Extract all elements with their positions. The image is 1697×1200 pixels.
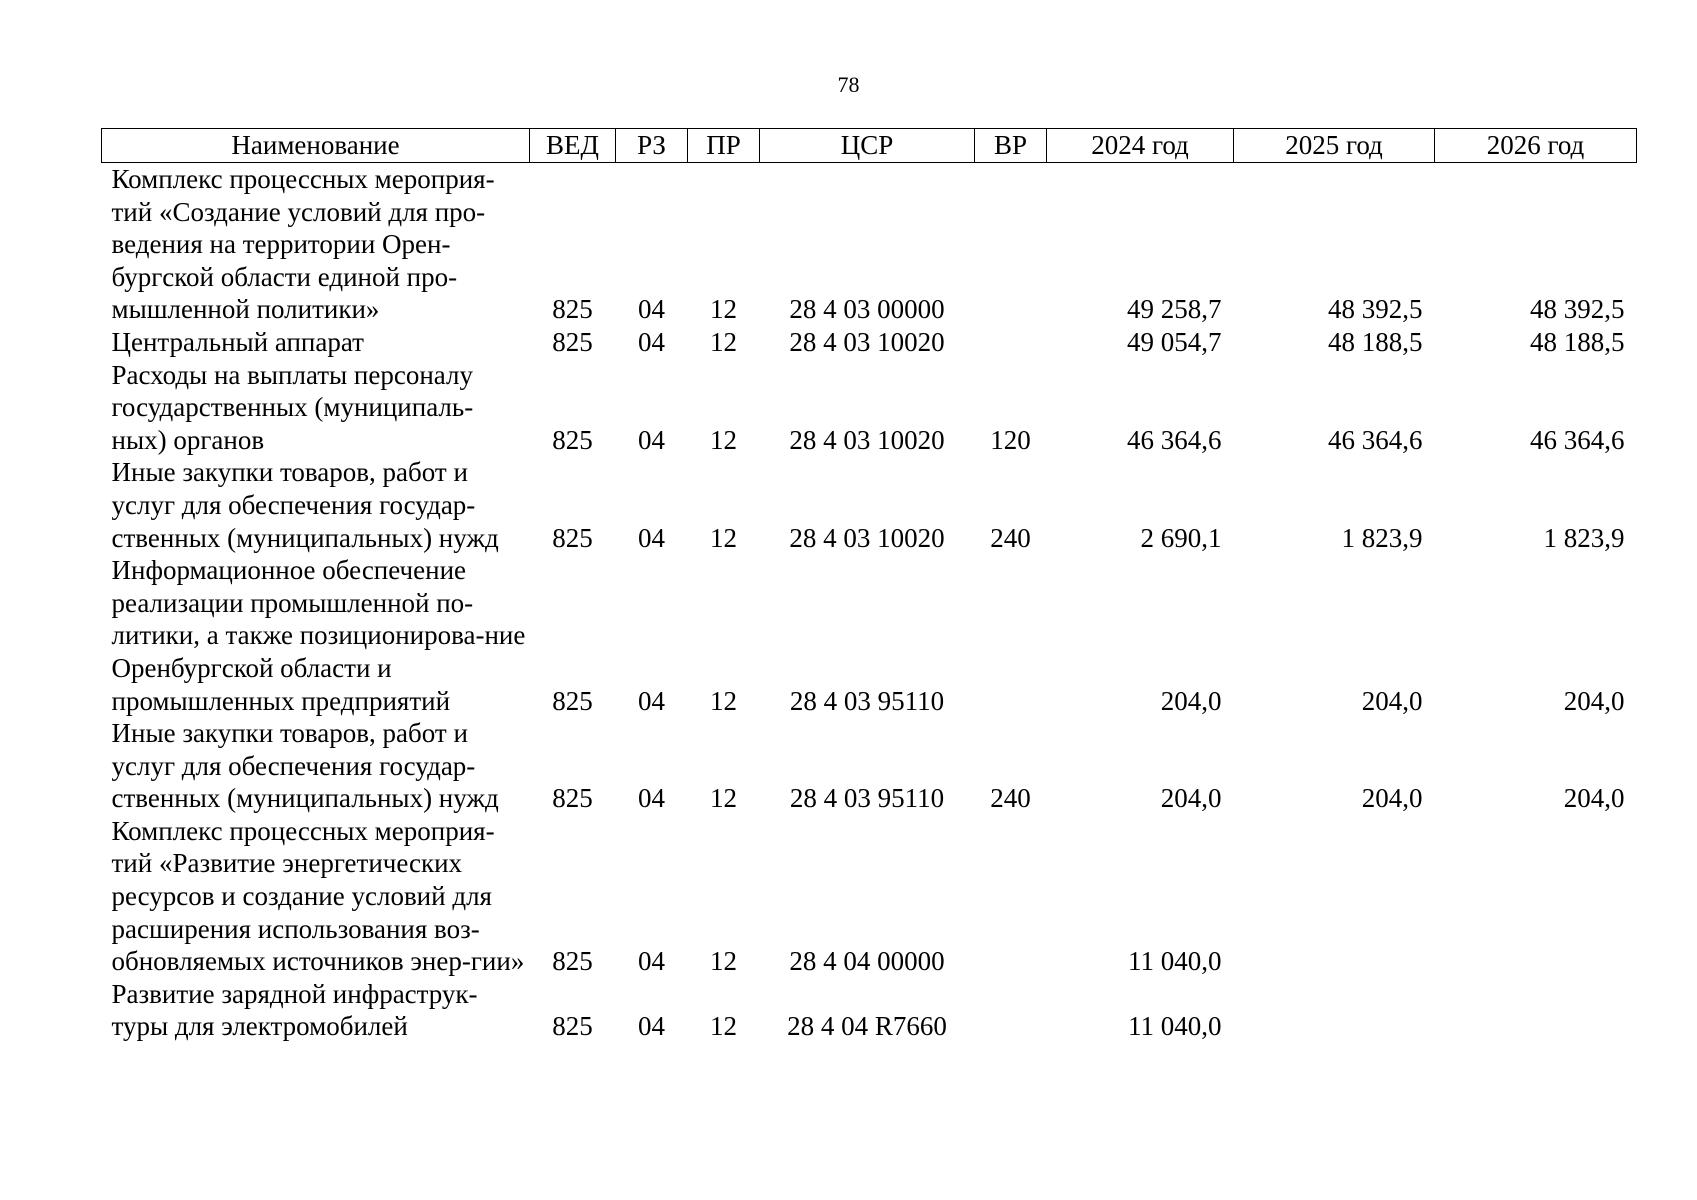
header-pr: ПР — [688, 129, 760, 163]
header-name: Наименование — [102, 129, 530, 163]
row-2024: 204,0 — [1160, 685, 1222, 716]
row-csr: 28 4 03 10020 — [789, 424, 945, 455]
header-vr: ВР — [975, 129, 1047, 163]
table-row — [102, 359, 1637, 457]
row-vr — [975, 815, 1047, 978]
row-2026: 204,0 — [1563, 783, 1625, 814]
row-name: Информационное обеспечение реализации промышленной по-литики, а также позиционирова-ние Оренбургской области и промышленных предприятий — [111, 555, 526, 716]
row-ved: 825 — [552, 424, 593, 455]
header-2026: 2026 год — [1435, 129, 1637, 163]
table-body — [102, 163, 1637, 1044]
row-vr — [975, 326, 1047, 359]
row-ved: 825 — [552, 946, 593, 977]
row-csr: 28 4 04 00000 — [789, 946, 945, 977]
budget-table — [101, 128, 1637, 1043]
row-2024: 11 040,0 — [1128, 946, 1222, 977]
row-2024: 11 040,0 — [1128, 1011, 1222, 1042]
row-pr: 12 — [710, 326, 737, 357]
row-pr: 12 — [710, 783, 737, 814]
row-2025: 1 823,9 — [1341, 522, 1423, 553]
row-vr — [975, 978, 1047, 1043]
row-rz: 04 — [638, 522, 665, 553]
row-name: Комплекс процессных мероприя-тий «Создание условий для про-ведения на территории Орен-бургской области единой про-мышленной политики» — [111, 164, 495, 325]
header-ved: ВЕД — [530, 129, 616, 163]
table-row — [102, 456, 1637, 554]
row-2025: 48 392,5 — [1328, 294, 1423, 325]
row-2025: 46 364,6 — [1328, 424, 1423, 455]
table-row — [102, 554, 1637, 717]
page-number: 78 — [837, 72, 860, 97]
row-vr: 240 — [990, 783, 1031, 814]
header-row — [102, 129, 1637, 163]
row-2026: 48 392,5 — [1530, 294, 1625, 325]
row-2026: 48 188,5 — [1530, 326, 1625, 357]
row-rz: 04 — [638, 294, 665, 325]
row-2025: 204,0 — [1361, 685, 1423, 716]
row-ved: 825 — [552, 783, 593, 814]
row-2026 — [1435, 978, 1637, 1043]
header-2024: 2024 год — [1047, 129, 1234, 163]
header-csr: ЦСР — [760, 129, 975, 163]
row-vr — [975, 554, 1047, 717]
row-2025: 204,0 — [1361, 783, 1423, 814]
row-2026: 46 364,6 — [1530, 424, 1625, 455]
row-vr: 120 — [990, 424, 1031, 455]
row-ved: 825 — [552, 522, 593, 553]
row-pr: 12 — [710, 294, 737, 325]
row-vr — [975, 163, 1047, 326]
row-ved: 825 — [552, 685, 593, 716]
row-2024: 46 364,6 — [1127, 424, 1222, 455]
row-name: Развитие зарядной инфраструк-туры для электромобилей — [111, 978, 478, 1042]
header-2025: 2025 год — [1234, 129, 1435, 163]
table-header — [102, 129, 1637, 163]
row-name: Центральный аппарат — [111, 326, 364, 357]
row-csr: 28 4 03 10020 — [789, 326, 945, 357]
row-csr: 28 4 03 10020 — [789, 522, 945, 553]
row-2024: 49 258,7 — [1127, 294, 1222, 325]
row-rz: 04 — [638, 685, 665, 716]
table-row — [102, 815, 1637, 978]
row-csr: 28 4 03 95110 — [789, 783, 945, 814]
table-row — [102, 978, 1637, 1043]
row-vr: 240 — [990, 522, 1031, 553]
row-pr: 12 — [710, 522, 737, 553]
row-name: Иные закупки товаров, работ и услуг для обеспечения государ-ственных (муниципальных) нужд — [111, 457, 499, 553]
row-rz: 04 — [638, 1011, 665, 1042]
row-csr: 28 4 04 R7660 — [787, 1011, 947, 1042]
row-2025 — [1234, 815, 1435, 978]
row-2024: 49 054,7 — [1127, 326, 1222, 357]
row-2025 — [1234, 978, 1435, 1043]
row-2025: 48 188,5 — [1328, 326, 1423, 357]
row-pr: 12 — [710, 1011, 737, 1042]
table-row — [102, 163, 1637, 326]
table-row — [102, 326, 1637, 359]
row-csr: 28 4 03 95110 — [789, 685, 945, 716]
row-ved: 825 — [552, 1011, 593, 1042]
row-2024: 204,0 — [1160, 783, 1222, 814]
row-2024: 2 690,1 — [1140, 522, 1222, 553]
row-ved: 825 — [552, 294, 593, 325]
row-2026: 204,0 — [1563, 685, 1625, 716]
row-2026 — [1435, 815, 1637, 978]
row-pr: 12 — [710, 685, 737, 716]
row-pr: 12 — [710, 946, 737, 977]
header-rz: РЗ — [616, 129, 688, 163]
row-name: Комплекс процессных мероприя-тий «Развитие энергетических ресурсов и создание условий для расширения использования воз-обновляемых источников энер-гии» — [111, 815, 525, 977]
row-pr: 12 — [710, 424, 737, 455]
row-csr: 28 4 03 00000 — [789, 294, 945, 325]
row-rz: 04 — [638, 424, 665, 455]
table-row — [102, 717, 1637, 815]
row-2026: 1 823,9 — [1543, 522, 1625, 553]
row-rz: 04 — [638, 783, 665, 814]
row-name: Расходы на выплаты персоналу государственных (муниципаль-ных) органов — [111, 359, 474, 455]
row-rz: 04 — [638, 946, 665, 977]
row-ved: 825 — [552, 326, 593, 357]
row-name: Иные закупки товаров, работ и услуг для обеспечения государ-ственных (муниципальных) нужд — [111, 718, 499, 814]
row-rz: 04 — [638, 326, 665, 357]
